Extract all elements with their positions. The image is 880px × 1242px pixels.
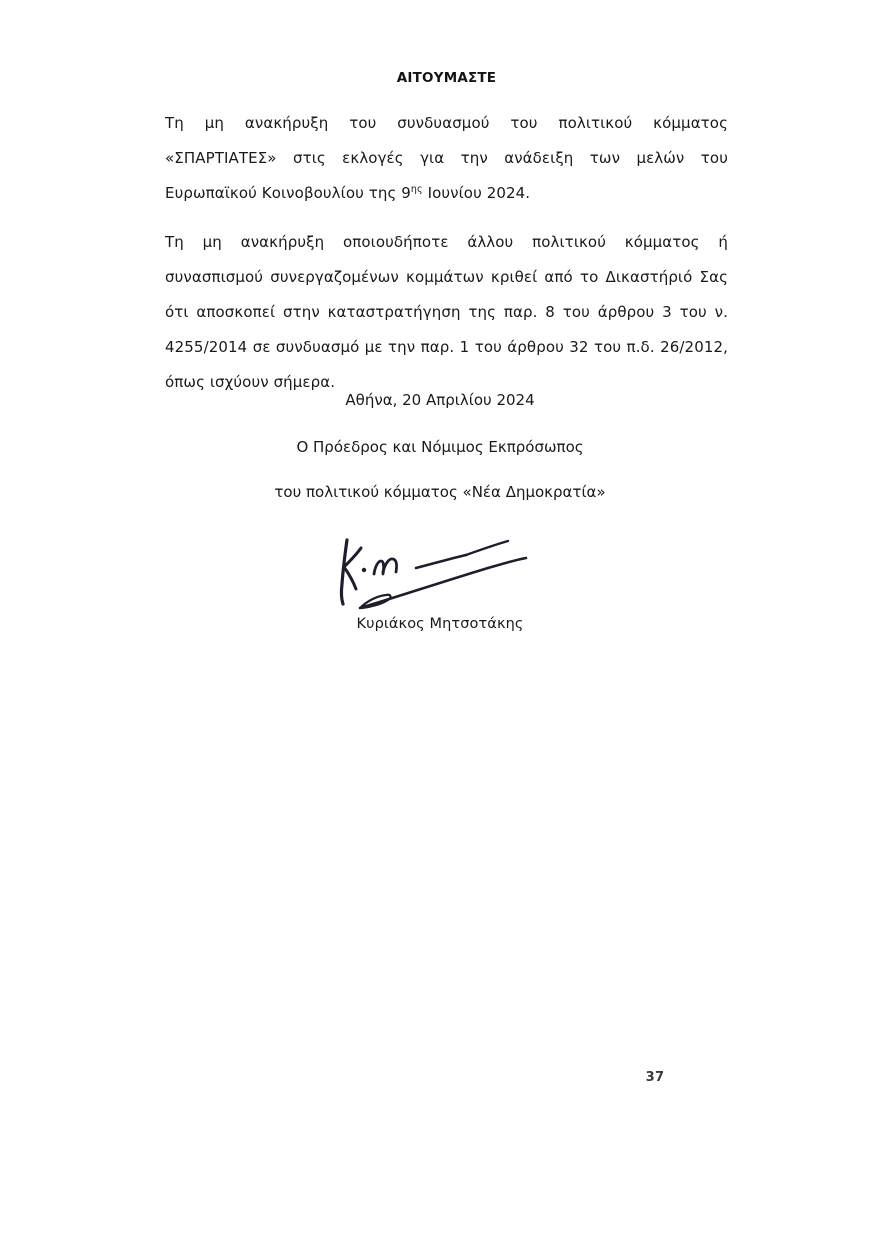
handwritten-signature <box>320 528 560 620</box>
paragraph-first-request-text-before-superscript: Τη μη ανακήρυξη του συνδυασμού του πολιτικού κόμματος «ΣΠΑΡΤΙΑΤΕΣ» στις εκλογές για την ανάδειξη των μελών του Ευρωπαϊκού Κοινοβουλίου της 9 <box>165 114 728 202</box>
page-title: ΑΙΤΟΥΜΑΣΤΕ <box>396 70 497 86</box>
paragraph-first-request-text-after-superscript: Ιουνίου 2024. <box>422 184 531 202</box>
document-body <box>165 70 728 400</box>
paragraph-second-request: Τη μη ανακήρυξη οποιουδήποτε άλλου πολιτικού κόμματος ή συνασπισμού συνεργαζομένων κομμάτων κριθεί από το Δικαστήριό Σας ότι αποσκοπεί στην καταστρατήγηση της παρ. 8 του άρθρου 3 του ν. 4255/2014 σε συνδυασμό με την παρ. 1 του άρθρου 32 του π.δ. 26/2012, όπως ισχύουν σήμερα. <box>165 233 728 391</box>
page-number <box>0 1070 880 1085</box>
closing-block <box>0 388 880 504</box>
paragraph-first-request <box>165 106 728 211</box>
place-and-date: Αθήνα, 20 Απριλίου 2024 <box>345 391 535 409</box>
party-name-line: του πολιτικού κόμματος «Νέα Δημοκρατία» <box>274 483 606 501</box>
ordinal-superscript: ης <box>410 184 423 195</box>
signature-icon <box>320 528 560 620</box>
signatory-role: Ο Πρόεδρος και Νόμιμος Εκπρόσωπος <box>296 438 584 456</box>
signature-block <box>0 528 880 632</box>
signatory-name: Κυριάκος Μητσοτάκης <box>356 616 524 632</box>
page-number-value: 37 <box>645 1070 665 1085</box>
